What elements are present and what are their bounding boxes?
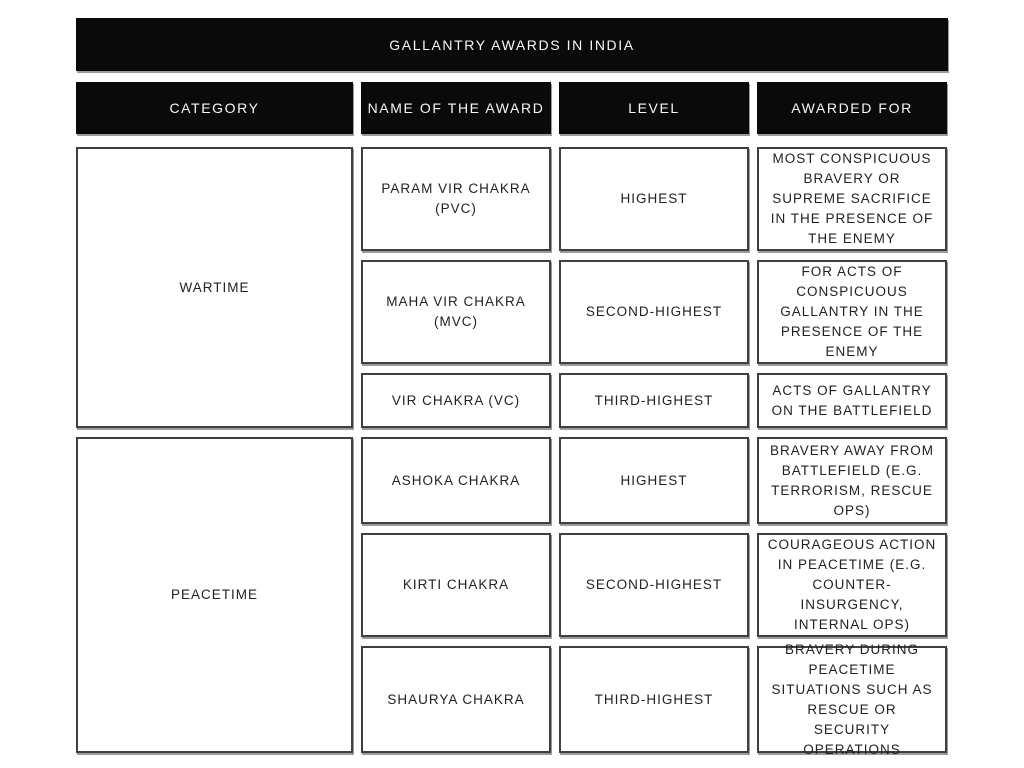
awarded-for-cell: BRAVERY DURING PEACETIME SITUATIONS SUCH AS RESCUE OR SECURITY OPERATIONS	[757, 646, 947, 753]
table-title: GALLANTRY AWARDS IN INDIA	[76, 18, 948, 71]
award-name-cell: ASHOKA CHAKRA	[361, 437, 551, 524]
table-body	[76, 147, 948, 757]
award-level-cell: THIRD-HIGHEST	[559, 373, 749, 428]
column-header-name-of-award: NAME OF THE AWARD	[361, 82, 551, 134]
awarded-for-cell: FOR ACTS OF CONSPICUOUS GALLANTRY IN THE PRESENCE OF THE ENEMY	[757, 260, 947, 364]
award-name-cell: KIRTI CHAKRA	[361, 533, 551, 637]
table-header-row	[76, 82, 948, 134]
category-cell-peacetime: PEACETIME	[76, 437, 353, 753]
award-level-cell: HIGHEST	[559, 147, 749, 251]
awarded-for-cell: COURAGEOUS ACTION IN PEACETIME (E.G. COUNTER-INSURGENCY, INTERNAL OPS)	[757, 533, 947, 637]
award-name-cell: PARAM VIR CHAKRA (PVC)	[361, 147, 551, 251]
award-level-cell: THIRD-HIGHEST	[559, 646, 749, 753]
award-name-cell: SHAURYA CHAKRA	[361, 646, 551, 753]
award-name-cell: VIR CHAKRA (VC)	[361, 373, 551, 428]
awarded-for-cell: ACTS OF GALLANTRY ON THE BATTLEFIELD	[757, 373, 947, 428]
award-level-cell: SECOND-HIGHEST	[559, 260, 749, 364]
award-level-cell: SECOND-HIGHEST	[559, 533, 749, 637]
gallantry-awards-table	[76, 18, 948, 757]
awarded-for-cell: BRAVERY AWAY FROM BATTLEFIELD (E.G. TERRORISM, RESCUE OPS)	[757, 437, 947, 524]
category-cell-wartime: WARTIME	[76, 147, 353, 428]
award-level-cell: HIGHEST	[559, 437, 749, 524]
award-name-cell: MAHA VIR CHAKRA (MVC)	[361, 260, 551, 364]
column-header-awarded-for: AWARDED FOR	[757, 82, 947, 134]
column-header-category: CATEGORY	[76, 82, 353, 134]
awarded-for-cell: MOST CONSPICUOUS BRAVERY OR SUPREME SACRIFICE IN THE PRESENCE OF THE ENEMY	[757, 147, 947, 251]
column-header-level: LEVEL	[559, 82, 749, 134]
